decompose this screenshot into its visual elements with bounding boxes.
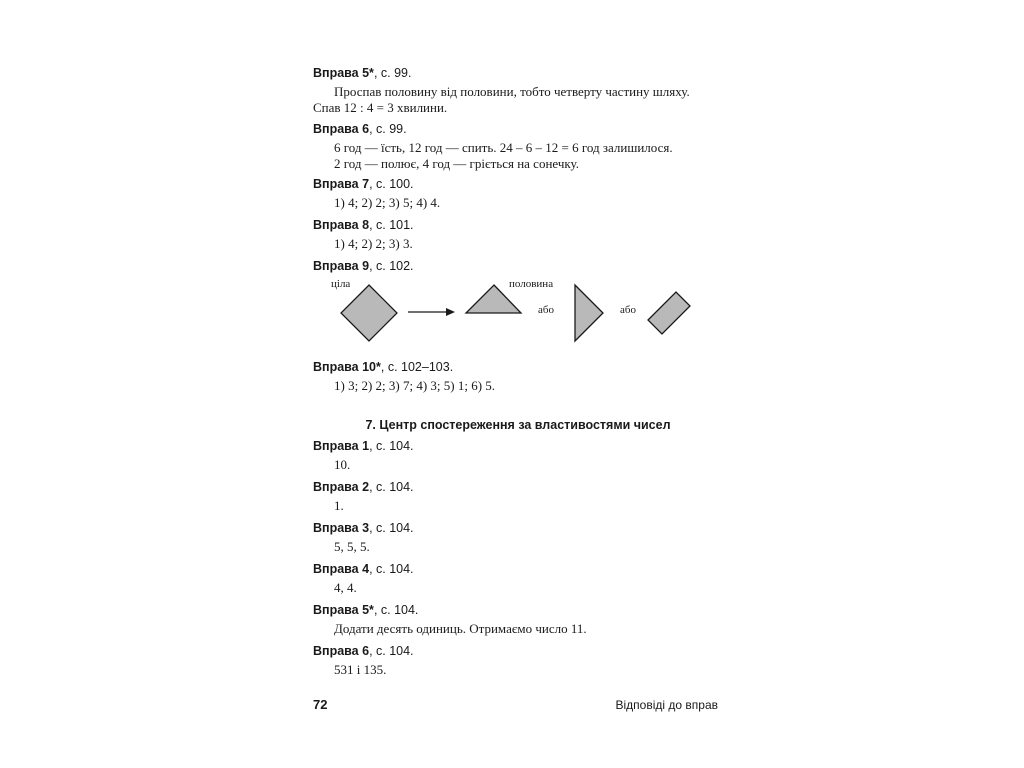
exercise-heading [313, 643, 723, 659]
exercise-5 [313, 65, 723, 116]
answer-line: Проспав половину від половини, тобто четверту частину шляху. [334, 84, 690, 99]
exercise-title: Вправа 4 [313, 562, 370, 576]
answer-line: 2 год — полює, 4 год — гріється на сонечку. [334, 156, 579, 171]
exercise-page-ref: , с. 104. [369, 439, 414, 453]
answer-line: 10. [334, 457, 351, 472]
exercise-title: Вправа 9 [313, 259, 370, 273]
exercise-heading [313, 520, 723, 536]
exercise-title: Вправа 1 [313, 439, 370, 453]
exercise-title: Вправа 10* [313, 360, 381, 374]
exercise-6 [313, 121, 723, 172]
exercise-page-ref: , с. 102–103. [380, 360, 454, 374]
label-half: половина [509, 278, 554, 290]
exercise-page-ref: , с. 101. [369, 218, 414, 232]
exercise-9 [313, 258, 723, 274]
exercise-7 [313, 176, 723, 211]
section7-exercise-5 [313, 602, 723, 637]
exercise-heading [313, 121, 723, 137]
exercise-title: Вправа 7 [313, 177, 370, 191]
exercise-page-ref: , с. 99. [369, 122, 407, 136]
answer-line: 1) 3; 2) 2; 3) 7; 4) 3; 5) 1; 6) 5. [334, 378, 496, 393]
exercise-title: Вправа 2 [313, 480, 370, 494]
answer-line: 5, 5, 5. [334, 539, 370, 554]
exercise-heading [313, 258, 723, 274]
exercise-heading [313, 602, 723, 618]
whole-square [341, 285, 397, 341]
section-title: 7. Центр спостереження за властивостями чисел [365, 418, 671, 432]
exercise-heading [313, 65, 723, 81]
exercise-page-ref: , с. 102. [369, 259, 414, 273]
page-number: 72 [313, 697, 328, 712]
exercise-heading [313, 438, 723, 454]
label-whole: ціла [331, 278, 351, 290]
exercise-page-ref: , с. 104. [369, 521, 414, 535]
exercise-title: Вправа 6 [313, 122, 370, 136]
exercise-title: Вправа 5* [313, 66, 374, 80]
exercise-heading [313, 561, 723, 577]
answer-line: 4, 4. [334, 580, 357, 595]
exercise-page-ref: , с. 100. [369, 177, 414, 191]
section7-exercise-2 [313, 479, 723, 514]
exercise-heading [313, 217, 723, 233]
answer-line: 1) 4; 2) 2; 3) 5; 4) 4. [334, 195, 441, 210]
exercise-heading [313, 479, 723, 495]
exercise-8 [313, 217, 723, 252]
exercise-page-ref: , с. 104. [369, 562, 414, 576]
answer-line: 1. [334, 498, 344, 513]
running-title: Відповіді до вправ [615, 698, 718, 712]
label-or: або [538, 304, 554, 316]
exercise-10 [313, 359, 723, 394]
exercise-title: Вправа 5* [313, 603, 374, 617]
exercise-heading [313, 359, 723, 375]
exercise-heading [313, 176, 723, 192]
section7-exercise-3 [313, 520, 723, 555]
label-or: або [620, 304, 636, 316]
exercise-page-ref: , с. 104. [373, 603, 419, 617]
section7-exercise-6 [313, 643, 723, 678]
answer-line: 6 год — їсть, 12 год — спить. 24 – 6 – 12 = 6 год залишилося. [334, 140, 673, 155]
section7-exercise-1 [313, 438, 723, 473]
exercise-title: Вправа 6 [313, 644, 370, 658]
answer-line: Спав 12 : 4 = 3 хвилини. [313, 100, 448, 115]
arrow-head-icon [446, 308, 455, 316]
exercise-title: Вправа 8 [313, 218, 370, 232]
section7-exercise-4 [313, 561, 723, 596]
answer-line: 1) 4; 2) 2; 3) 3. [334, 236, 413, 251]
halves-figure [313, 276, 713, 346]
answer-line: Додати десять одиниць. Отримаємо число 11. [334, 621, 587, 636]
exercise-page-ref: , с. 104. [369, 644, 414, 658]
exercise-page-ref: , с. 99. [373, 66, 412, 80]
half-triangle-side [575, 285, 603, 341]
exercise-title: Вправа 3 [313, 521, 370, 535]
answer-line: 531 і 135. [334, 662, 387, 677]
exercise-page-ref: , с. 104. [369, 480, 414, 494]
half-square-diagonal [648, 292, 690, 334]
